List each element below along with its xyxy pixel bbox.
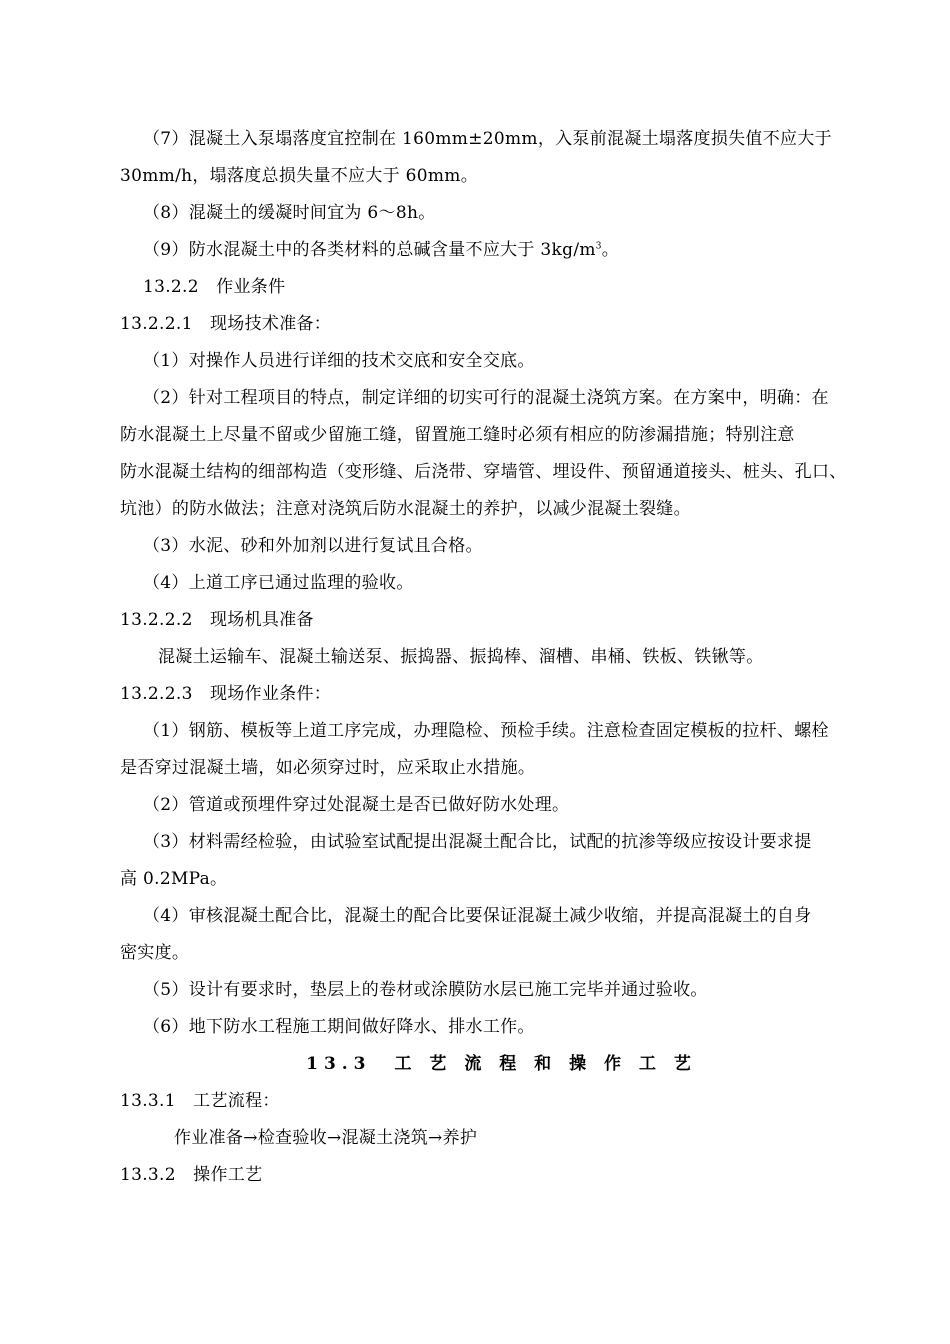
equipment-list: 混凝土运输车、混凝土输送泵、振捣器、振捣棒、溜槽、串桶、铁板、铁锹等。 bbox=[158, 647, 764, 667]
site-item-4-line-1: （4）审核混凝土配合比，混凝土的配合比要保证混凝土减少收缩，并提高混凝土的自身 bbox=[143, 906, 812, 926]
tech-item-4: （4）上道工序已通过监理的验收。 bbox=[143, 573, 414, 593]
item-9-text: （9）防水混凝土中的各类材料的总碱含量不应大于 3kg/m bbox=[143, 240, 596, 260]
site-item-3-line-1: （3）材料需经检验，由试验室试配提出混凝土配合比，试配的抗渗等级应按设计要求提 bbox=[143, 832, 812, 852]
tech-item-2-line-1: （2）针对工程项目的特点，制定详细的切实可行的混凝土浇筑方案。在方案中，明确：在 bbox=[143, 388, 829, 408]
tech-item-2-line-2: 防水混凝土上尽量不留或少留施工缝，留置施工缝时必须有相应的防渗漏措施；特别注意 bbox=[120, 425, 795, 445]
item-7-line-2: 30mm/h，塌落度总损失量不应大于 60mm。 bbox=[120, 166, 479, 186]
site-item-2: （2）管道或预埋件穿过处混凝土是否已做好防水处理。 bbox=[143, 795, 570, 815]
tech-item-2-line-3: 防水混凝土结构的细部构造（变形缝、后浇带、穿墙管、埋设件、预留通道接头、桩头、孔口、 bbox=[120, 462, 847, 482]
item-8: （8）混凝土的缓凝时间宜为 6～8h。 bbox=[143, 203, 436, 223]
tech-item-2-line-4: 坑池）的防水做法；注意对浇筑后防水混凝土的养护，以减少混凝土裂缝。 bbox=[120, 499, 691, 519]
section-13-3-heading: 13.3 工 艺 流 程 和 操 作 工 艺 bbox=[306, 1054, 697, 1074]
section-13-3-1-heading: 13.3.1 工艺流程： bbox=[120, 1091, 280, 1111]
item-7-line-1: （7）混凝土入泵塌落度宜控制在 160mm±20mm，入泵前混凝土塌落度损失值不应大于 bbox=[143, 129, 832, 149]
section-13-2-2-3-heading: 13.2.2.3 现场作业条件： bbox=[120, 684, 332, 704]
site-item-1-line-1: （1）钢筋、模板等上道工序完成，办理隐检、预检手续。注意检查固定模板的拉杆、螺栓 bbox=[143, 721, 829, 741]
item-9-end: 。 bbox=[601, 240, 620, 260]
site-item-3-line-2: 高 0.2MPa。 bbox=[120, 869, 228, 889]
section-13-2-2-2-heading: 13.2.2.2 现场机具准备 bbox=[120, 610, 314, 630]
section-13-2-2-heading: 13.2.2 作业条件 bbox=[143, 277, 286, 297]
site-item-6: （6）地下防水工程施工期间做好降水、排水工作。 bbox=[143, 1017, 535, 1037]
tech-item-3: （3）水泥、砂和外加剂以进行复试且合格。 bbox=[143, 536, 483, 556]
item-9 bbox=[120, 232, 865, 269]
section-13-2-2-1-heading: 13.2.2.1 现场技术准备： bbox=[120, 314, 332, 334]
site-item-1-line-2: 是否穿过混凝土墙，如必须穿过时，应采取止水措施。 bbox=[120, 758, 536, 778]
tech-item-1: （1）对操作人员进行详细的技术交底和安全交底。 bbox=[143, 351, 535, 371]
site-item-4-line-2: 密实度。 bbox=[120, 943, 190, 963]
section-13-3-2-heading: 13.3.2 操作工艺 bbox=[120, 1165, 263, 1185]
site-item-5: （5）设计有要求时，垫层上的卷材或涂膜防水层已施工完毕并通过验收。 bbox=[143, 980, 708, 1000]
process-flow: 作业准备→检查验收→混凝土浇筑→养护 bbox=[174, 1128, 478, 1148]
item-9-superscript: 3 bbox=[595, 241, 602, 252]
document-page bbox=[120, 121, 865, 1194]
